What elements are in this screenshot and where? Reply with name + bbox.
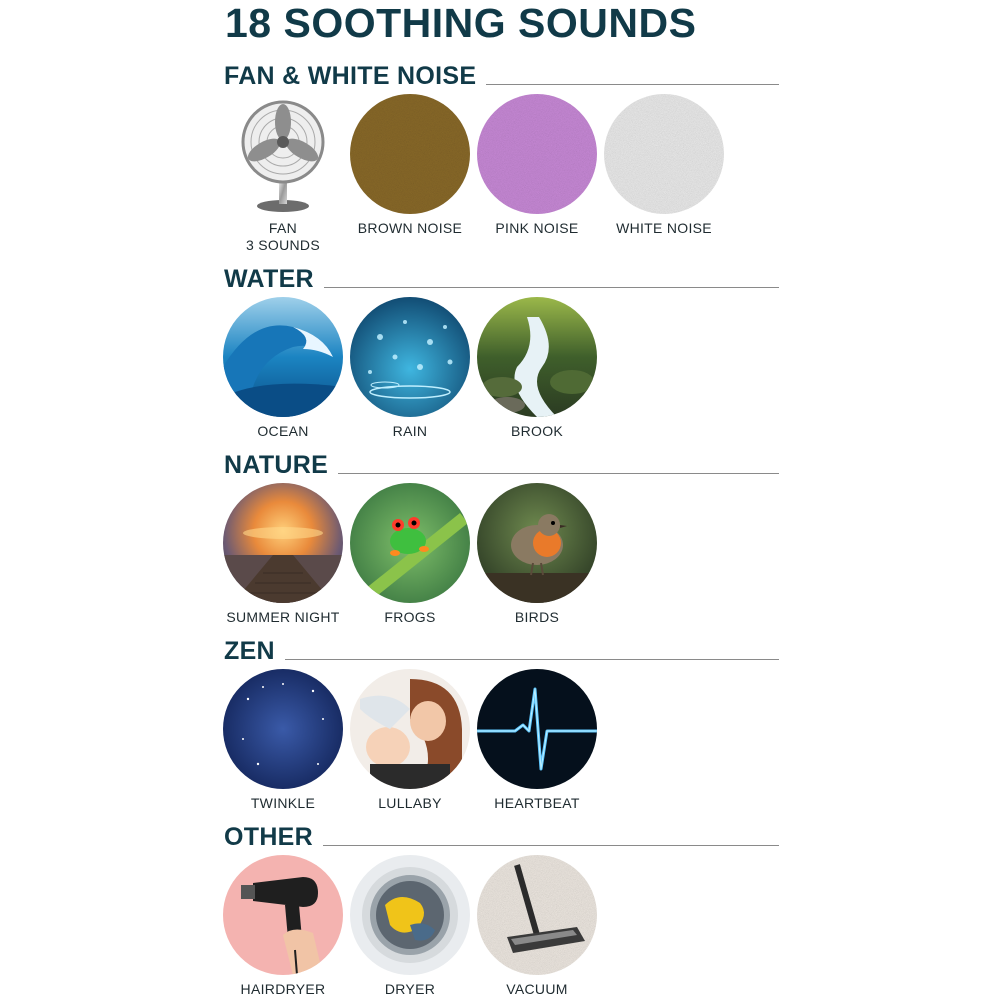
- sound-label: TWINKLE: [250, 795, 316, 811]
- section-divider: [285, 659, 779, 660]
- section-heading: ZEN: [224, 637, 275, 665]
- sound-label: SUMMER NIGHT: [226, 609, 340, 625]
- sound-item-vacuum[interactable]: [467, 855, 607, 998]
- section-fan-white-noise: [224, 60, 779, 90]
- tree-frog-icon: [350, 483, 470, 603]
- page-title: 18 SOOTHING SOUNDS: [225, 0, 697, 46]
- sound-item-twinkle[interactable]: [213, 669, 353, 812]
- section-zen: [224, 635, 779, 665]
- sound-item-ocean[interactable]: [213, 297, 353, 440]
- crescent-moon-icon: [223, 669, 343, 789]
- sound-label: HAIRDRYER: [240, 981, 326, 997]
- section-other: [224, 821, 779, 851]
- sound-label: WHITE NOISE: [616, 220, 712, 236]
- sunset-pier-icon: [223, 483, 343, 603]
- section-divider: [324, 287, 779, 288]
- sound-item-lullaby[interactable]: [340, 669, 480, 812]
- section-heading: WATER: [224, 265, 314, 293]
- sound-item-summer-night[interactable]: [213, 483, 353, 626]
- rain-drops-icon: [350, 297, 470, 417]
- section-divider: [323, 845, 779, 846]
- sound-item-birds[interactable]: [467, 483, 607, 626]
- sound-label: FROGS: [384, 609, 436, 625]
- sound-item-dryer[interactable]: [340, 855, 480, 998]
- section-divider: [486, 84, 779, 85]
- section-heading: OTHER: [224, 823, 313, 851]
- sound-label: BROWN NOISE: [357, 220, 463, 236]
- sound-item-fan[interactable]: [213, 94, 353, 254]
- sound-item-brook[interactable]: [467, 297, 607, 440]
- sound-label: PINK NOISE: [495, 220, 579, 236]
- robin-bird-icon: [477, 483, 597, 603]
- sound-label: BROOK: [510, 423, 564, 439]
- section-heading: NATURE: [224, 451, 329, 479]
- section-water: [224, 263, 779, 293]
- sound-item-white-noise[interactable]: [594, 94, 734, 237]
- heartbeat-line-icon: [477, 669, 597, 789]
- white-noise-icon: [604, 94, 724, 214]
- sound-label: VACUUM: [506, 981, 568, 997]
- section-nature: [224, 449, 779, 479]
- sound-item-hairdryer[interactable]: [213, 855, 353, 998]
- clothes-dryer-icon: [350, 855, 470, 975]
- sound-label: HEARTBEAT: [494, 795, 580, 811]
- sound-item-brown-noise[interactable]: [340, 94, 480, 237]
- sound-item-heartbeat[interactable]: [467, 669, 607, 812]
- sound-label: BIRDS: [514, 609, 560, 625]
- sound-label: FAN 3 SOUNDS: [246, 220, 320, 253]
- pink-noise-icon: [477, 94, 597, 214]
- sound-label: DRYER: [384, 981, 436, 997]
- sound-label: LULLABY: [378, 795, 442, 811]
- vacuum-cleaner-icon: [477, 855, 597, 975]
- sound-label: RAIN: [392, 423, 428, 439]
- mother-and-baby-icon: [350, 669, 470, 789]
- sound-item-frogs[interactable]: [340, 483, 480, 626]
- brook-icon: [477, 297, 597, 417]
- section-divider: [338, 473, 779, 474]
- sound-label: OCEAN: [257, 423, 309, 439]
- ocean-wave-icon: [223, 297, 343, 417]
- sound-item-pink-noise[interactable]: [467, 94, 607, 237]
- hairdryer-icon: [223, 855, 343, 975]
- section-heading: FAN & WHITE NOISE: [224, 62, 477, 90]
- brown-noise-icon: [350, 94, 470, 214]
- sound-item-rain[interactable]: [340, 297, 480, 440]
- fan-icon: [223, 94, 343, 214]
